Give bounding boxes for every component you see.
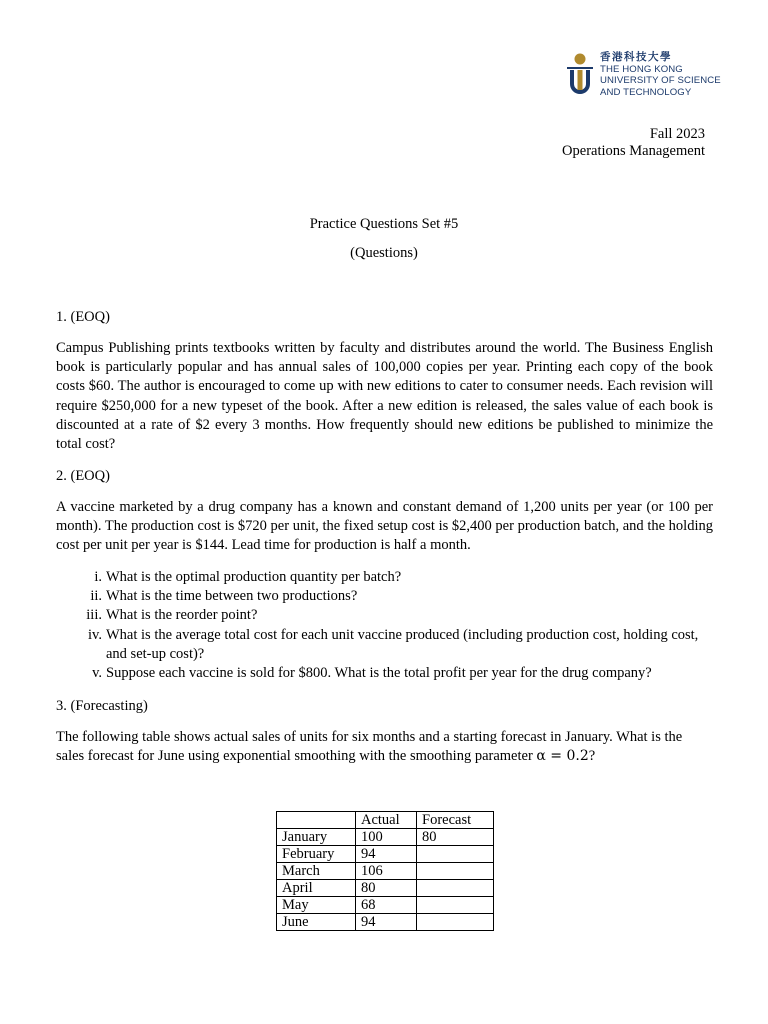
q1-heading: 1. (EOQ) [56,309,110,325]
q2-heading: 2. (EOQ) [56,468,110,484]
forecast-cell [417,880,494,897]
table-row [277,897,494,914]
actual-cell: 100 [356,829,417,846]
list-item [56,664,713,683]
forecast-cell [417,846,494,863]
item-number: i. [94,569,102,585]
header-cell-actual: Actual [356,812,417,829]
actual-cell: 106 [356,863,417,880]
page-title: Practice Questions Set #5 [309,216,459,232]
q1-body: Campus Publishing prints textbooks written by faculty and distributes around the world. The Business English book is particularly popular and has annual sales of 100,000 copies per year. Printing each copy of the book costs $60. The author is encouraged to come up with new editions to cater to consumer needs. Each revision will require $250,000 for a new typeset of the book. After a new edition is released, the sales value of each book is discounted at a rate of $2 every 3 months. How frequently should new editions be published to minimize the total cost? [56,340,713,453]
month-cell: January [277,829,356,846]
month-cell: February [277,846,356,863]
item-number: iv. [88,626,102,643]
forecast-cell [417,863,494,880]
list-item [56,568,713,587]
item-text: Suppose each vaccine is sold for $800. What is the total profit per year for the drug company? [106,665,652,682]
actual-cell: 68 [356,897,417,914]
header-cell-blank [277,812,356,829]
item-text: What is the optimal production quantity per batch? [106,569,402,585]
actual-cell: 94 [356,914,417,931]
item-text: What is the average total cost for each unit vaccine produced (including production cost, holding cost, and set-up cost)? [106,626,699,662]
q3-body [56,728,713,766]
table-row [277,880,494,897]
forecast-cell [417,897,494,914]
month-cell: March [277,863,356,880]
item-number: v. [92,665,102,682]
logo-chinese-name: 香港科技大學 [600,51,672,63]
table-row [277,863,494,880]
month-cell: May [277,897,356,914]
page-subtitle: (Questions) [350,245,418,261]
item-number: iii. [86,607,102,624]
table-row [277,829,494,846]
forecast-cell [417,914,494,931]
month-cell: April [277,880,356,897]
smoothing-parameter-formula: α = 0.2 [536,748,589,765]
item-text: What is the reorder point? [106,607,258,624]
item-number: ii. [90,588,102,605]
logo-line-1: THE HONG KONG [600,63,683,75]
q3-body-end: ? [588,748,596,765]
course-header [562,126,705,160]
q2-body: A vaccine marketed by a drug company has a known and constant demand of 1,200 units per year (or 100 per month). The production cost is $720 per unit, the fixed setup cost is $2,400 per production batch, and the holding cost per unit per year is $144. Lead time for production is half a month. [56,499,713,554]
term-label: Fall 2023 [649,126,705,142]
list-item [56,587,713,606]
university-logo [564,52,724,100]
q2-subquestion-list [56,568,713,683]
table-row [277,914,494,931]
item-text: What is the time between two productions? [106,588,358,605]
logo-wordmark [600,52,721,98]
month-cell: June [277,914,356,931]
university-crest-icon [564,52,596,98]
forecast-cell: 80 [417,829,494,846]
list-item [56,626,713,664]
logo-line-2: UNIVERSITY OF SCIENCE [600,75,721,86]
table-row [277,846,494,863]
list-item [56,606,713,625]
q3-body-text: The following table shows actual sales of units for six months and a starting forecast in January. What is the sales forecast for June using exponential smoothing with the smoothing parameter [56,729,683,765]
q3-heading: 3. (Forecasting) [56,698,148,714]
table-header-row [277,812,494,829]
sales-table [276,811,494,931]
course-name: Operations Management [562,143,705,159]
logo-line-3: AND TECHNOLOGY [600,86,692,98]
actual-cell: 80 [356,880,417,897]
header-cell-forecast: Forecast [417,812,494,829]
actual-cell: 94 [356,846,417,863]
